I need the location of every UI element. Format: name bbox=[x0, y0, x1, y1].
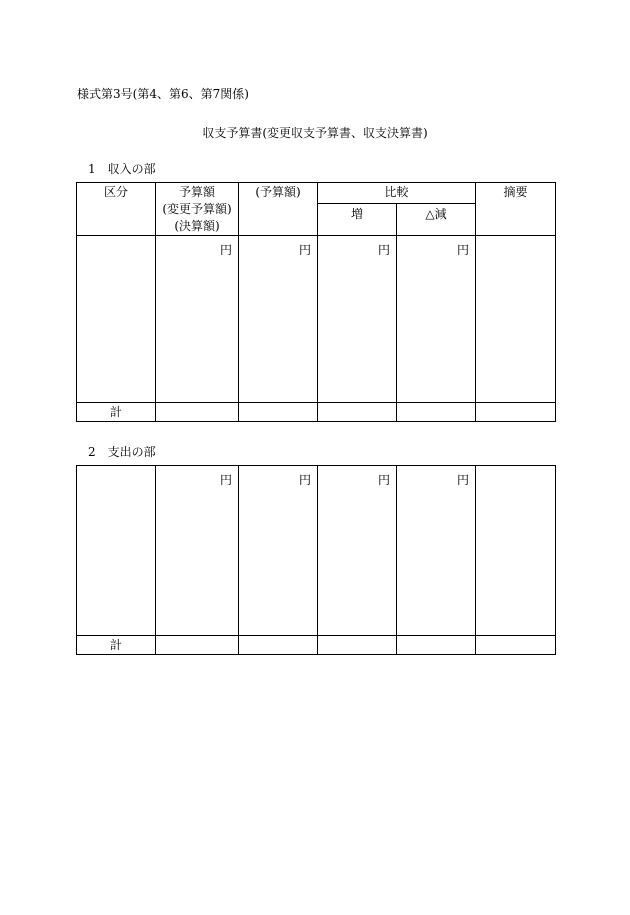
expense-total-decrease[interactable] bbox=[397, 636, 476, 655]
income-total-prev-budget[interactable] bbox=[239, 403, 318, 422]
expense-section-heading: 2 支出の部 bbox=[88, 445, 156, 459]
header-budget-line2: (変更予算額) bbox=[162, 202, 232, 216]
income-increase-cell[interactable]: 円 bbox=[318, 236, 397, 403]
income-section-heading: 1 収入の部 bbox=[88, 162, 156, 176]
header-decrease: △減 bbox=[397, 204, 476, 236]
expense-total-prev-budget[interactable] bbox=[239, 636, 318, 655]
income-total-label: 計 bbox=[77, 403, 156, 422]
header-remarks: 摘要 bbox=[476, 183, 556, 236]
income-total-decrease[interactable] bbox=[397, 403, 476, 422]
income-budget-cell[interactable]: 円 bbox=[156, 236, 239, 403]
income-table bbox=[76, 182, 556, 422]
income-total-budget[interactable] bbox=[156, 403, 239, 422]
expense-total-increase[interactable] bbox=[318, 636, 397, 655]
income-total-increase[interactable] bbox=[318, 403, 397, 422]
header-budget-line3: (決算額) bbox=[174, 219, 220, 233]
expense-budget-cell[interactable]: 円 bbox=[156, 466, 239, 636]
income-decrease-cell[interactable]: 円 bbox=[397, 236, 476, 403]
expense-total-remarks[interactable] bbox=[476, 636, 556, 655]
expense-increase-cell[interactable]: 円 bbox=[318, 466, 397, 636]
form-number: 様式第3号(第4、第6、第7関係) bbox=[77, 87, 249, 101]
header-comparison: 比較 bbox=[318, 183, 476, 204]
income-total-remarks[interactable] bbox=[476, 403, 556, 422]
header-budget-line1: 予算額 bbox=[178, 185, 215, 199]
income-prev-budget-cell[interactable]: 円 bbox=[239, 236, 318, 403]
header-increase: 増 bbox=[318, 204, 397, 236]
expense-table bbox=[76, 465, 556, 655]
expense-remarks-cell[interactable] bbox=[476, 466, 556, 636]
expense-prev-budget-cell[interactable]: 円 bbox=[239, 466, 318, 636]
expense-total-label: 計 bbox=[77, 636, 156, 655]
expense-category-cell[interactable] bbox=[77, 466, 156, 636]
header-category: 区分 bbox=[77, 183, 156, 236]
expense-decrease-cell[interactable]: 円 bbox=[397, 466, 476, 636]
header-budget bbox=[156, 183, 239, 236]
header-prev-budget: (予算額) bbox=[239, 183, 318, 236]
income-category-cell[interactable] bbox=[77, 236, 156, 403]
income-remarks-cell[interactable] bbox=[476, 236, 556, 403]
document-title: 収支予算書(変更収支予算書、収支決算書) bbox=[202, 126, 428, 140]
expense-total-budget[interactable] bbox=[156, 636, 239, 655]
